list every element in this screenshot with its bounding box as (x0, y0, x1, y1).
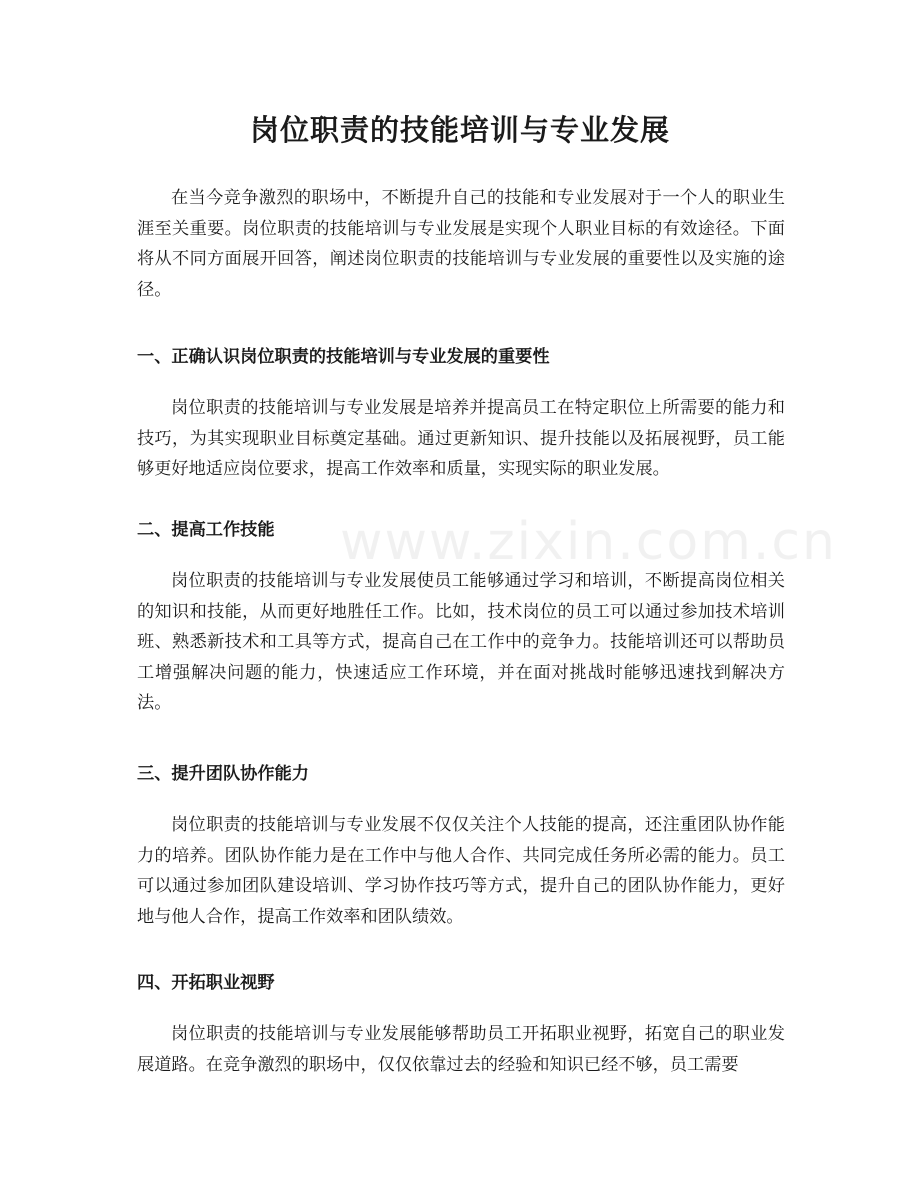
watermark: www.zixin.com.cn (340, 512, 837, 572)
section-heading-3: 三、提升团队协作能力 (137, 764, 309, 784)
intro-paragraph: 在当今竞争激烈的职场中，不断提升自己的技能和专业发展对于一个人的职业生涯至关重要。岗位职责的技能培训与专业发展是实现个人职业目标的有效途径。下面将从不同方面展开回答，阐述岗位职责的技能培训与专业发展的重要性以及实施的途径。 (137, 188, 785, 300)
section-body-3: 岗位职责的技能培训与专业发展不仅仅关注个人技能的提高，还注重团队协作能力的培养。团队协作能力是在工作中与他人合作、共同完成任务所必需的能力。员工可以通过参加团队建设培训、学习协作技巧等方式，提升自己的团队协作能力，更好地与他人合作，提高工作效率和团队绩效。 (137, 815, 785, 927)
section-body-1: 岗位职责的技能培训与专业发展是培养并提高员工在特定职位上所需要的能力和技巧，为其实现职业目标奠定基础。通过更新知识、提升技能以及拓展视野，员工能够更好地适应岗位要求，提高工作效率和质量，实现实际的职业发展。 (137, 398, 785, 480)
section-body-2: 岗位职责的技能培训与专业发展使员工能够通过学习和培训，不断提高岗位相关的知识和技能，从而更好地胜任工作。比如，技术岗位的员工可以通过参加技术培训班、熟悉新技术和工具等方式，提高自己在工作中的竞争力。技能培训还可以帮助员工增强解决问题的能力，快速适应工作环境，并在面对挑战时能够迅速找到解决方法。 (137, 571, 785, 714)
section-heading-2: 二、提高工作技能 (137, 520, 275, 540)
document-title: 岗位职责的技能培训与专业发展 (249, 113, 670, 147)
section-heading-4: 四、开拓职业视野 (137, 973, 275, 993)
section-heading-1: 一、正确认识岗位职责的技能培训与专业发展的重要性 (137, 347, 550, 367)
section-body-4: 岗位职责的技能培训与专业发展能够帮助员工开拓职业视野，拓宽自己的职业发展道路。在竞争激烈的职场中，仅仅依靠过去的经验和知识已经不够，员工需要 (137, 1024, 785, 1075)
